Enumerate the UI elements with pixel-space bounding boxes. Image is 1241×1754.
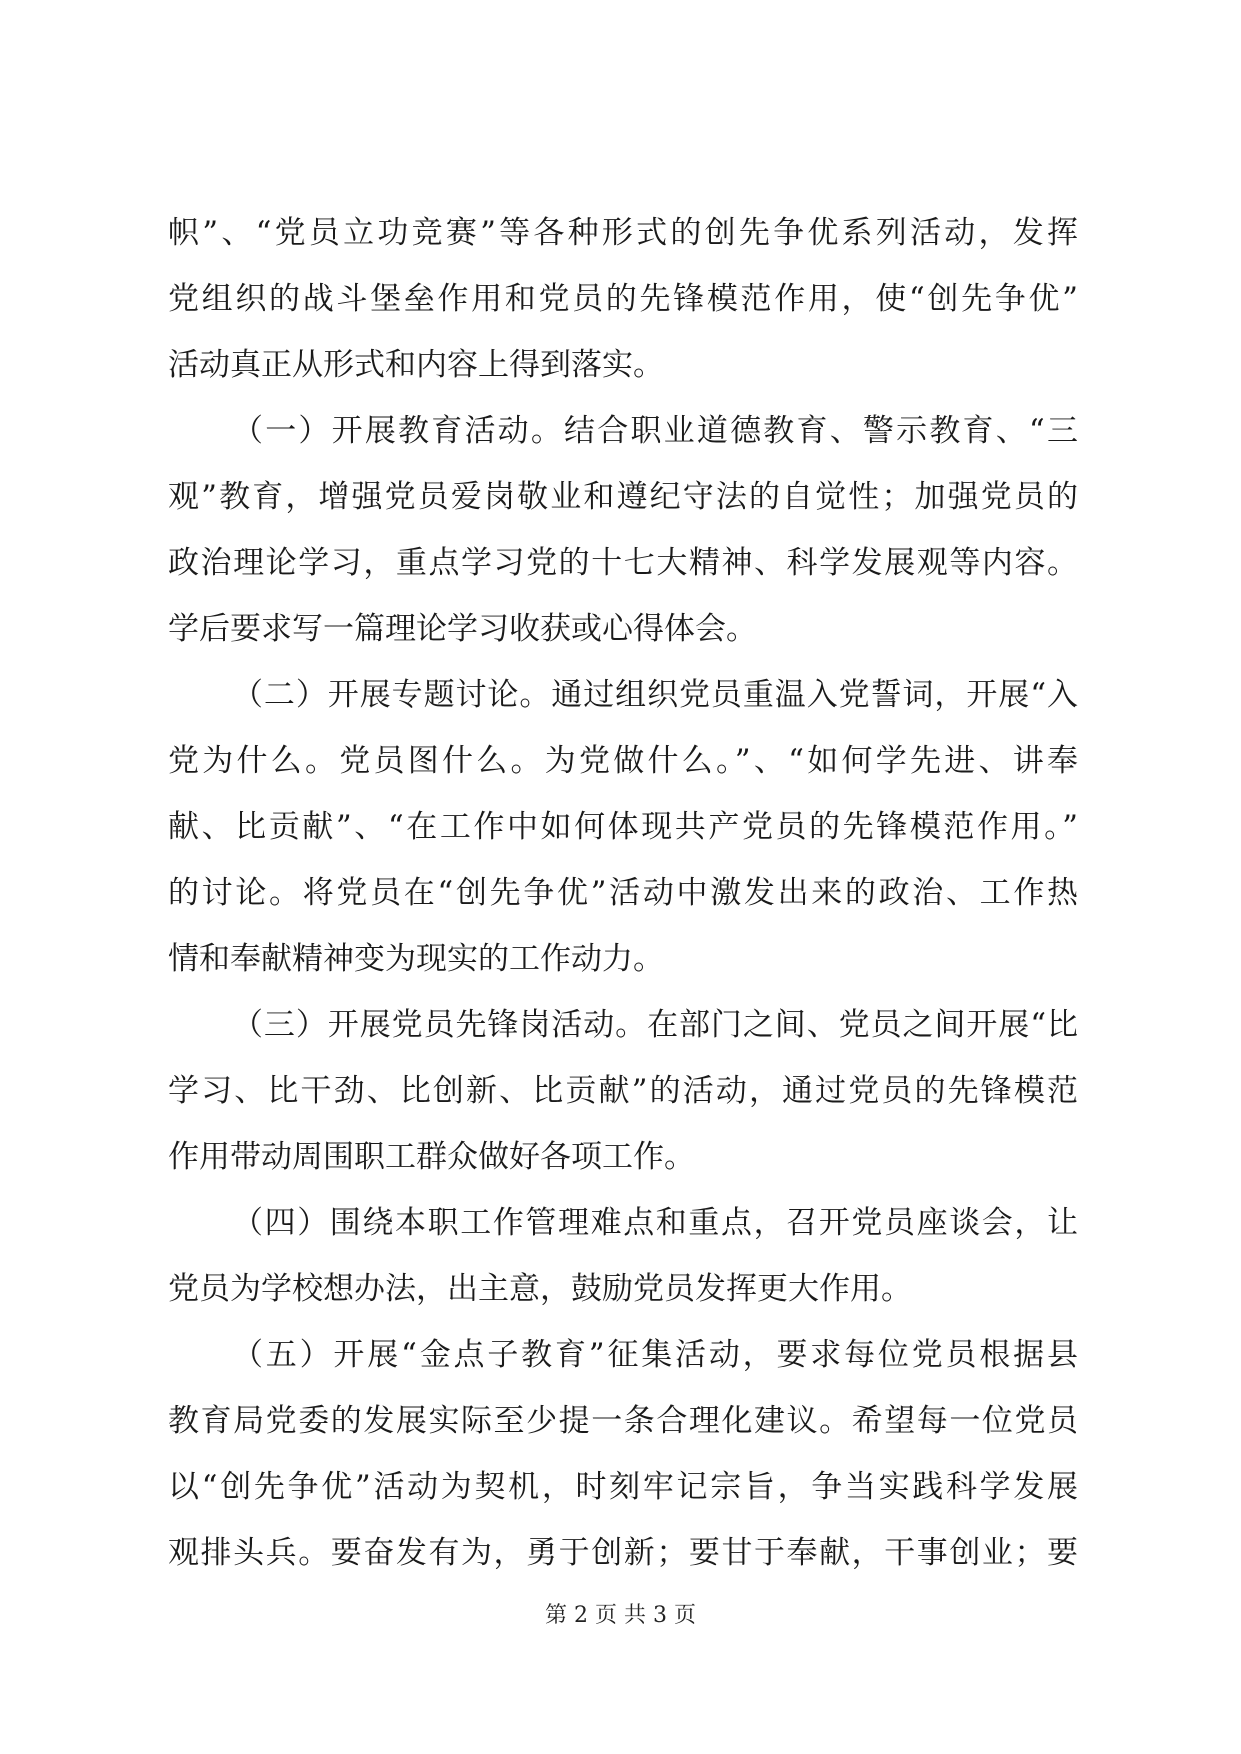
- text-line: 的讨论。将党员在“创先争优”活动中激发出来的政治、工作热: [168, 875, 1078, 911]
- text-line: 观”教育，增强党员爱岗敬业和遵纪守法的自觉性；加强党员的: [168, 479, 1078, 515]
- text-line: 作用带动周围职工群众做好各项工作。: [168, 1139, 695, 1175]
- text-line: 党为什么。党员图什么。为党做什么。”、“如何学先进、讲奉: [168, 743, 1078, 779]
- text-line: 献、比贡献”、“在工作中如何体现共产党员的先锋模范作用。”: [168, 809, 1078, 845]
- text-line: 帜”、“党员立功竞赛”等各种形式的创先争优系列活动，发挥: [168, 215, 1078, 251]
- paragraph-1-first-line: （一）开展教育活动。结合职业道德教育、警示教育、“三: [232, 413, 1078, 449]
- text-line: 观排头兵。要奋发有为，勇于创新；要甘于奉献，干事创业；要: [168, 1535, 1078, 1571]
- text-line: 政治理论学习，重点学习党的十七大精神、科学发展观等内容。: [168, 545, 1078, 581]
- text-line: 情和奉献精神变为现实的工作动力。: [168, 941, 664, 977]
- text-line: 以“创先争优”活动为契机，时刻牢记宗旨，争当实践科学发展: [168, 1469, 1078, 1505]
- paragraph-2-first-line: （二）开展专题讨论。通过组织党员重温入党誓词，开展“入: [232, 677, 1078, 713]
- document-body: [168, 200, 1078, 1586]
- text-line: 学后要求写一篇理论学习收获或心得体会。: [168, 611, 757, 647]
- paragraph-5-first-line: （五）开展“金点子教育”征集活动，要求每位党员根据县: [232, 1337, 1078, 1373]
- text-line: 活动真正从形式和内容上得到落实。: [168, 347, 664, 383]
- text-line: 教育局党委的发展实际至少提一条合理化建议。希望每一位党员: [168, 1403, 1078, 1439]
- paragraph-4-first-line: （四）围绕本职工作管理难点和重点，召开党员座谈会，让: [232, 1205, 1078, 1241]
- text-line: 党员为学校想办法，出主意，鼓励党员发挥更大作用。: [168, 1271, 912, 1307]
- paragraph-3-first-line: （三）开展党员先锋岗活动。在部门之间、党员之间开展“比: [232, 1007, 1078, 1043]
- page-number-footer: 第 2 页 共 3 页: [545, 1603, 696, 1628]
- text-line: 学习、比干劲、比创新、比贡献”的活动，通过党员的先锋模范: [168, 1073, 1078, 1109]
- text-line: 党组织的战斗堡垒作用和党员的先锋模范作用，使“创先争优”: [168, 281, 1078, 317]
